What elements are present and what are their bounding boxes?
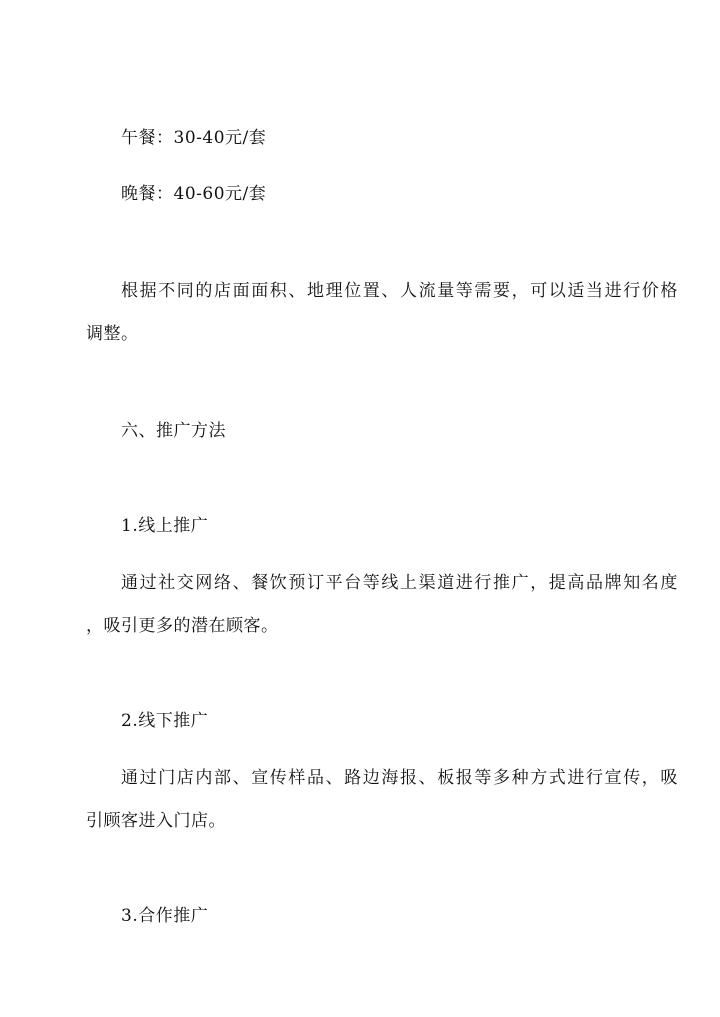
item-1-body-line-2: ，吸引更多的潜在顾客。 [86,616,279,636]
item-1-body-line-1: 通过社交网络、餐饮预订平台等线上渠道进行推广，提高品牌知名度 [121,573,679,593]
lunch-price-line: 午餐：30-40元/套 [121,128,267,148]
item-1-title: 1.线上推广 [121,516,209,536]
item-2-body-line-2: 引顾客进入门店。 [86,811,226,831]
item-2-title: 2.线下推广 [121,711,209,731]
item-3-title: 3.合作推广 [121,906,209,926]
price-note-line-2: 调整。 [86,324,139,344]
item-2-body-line-1: 通过门店内部、宣传样品、路边海报、板报等多种方式进行宣传，吸 [121,768,679,788]
section-six-heading: 六、推广方法 [121,421,226,441]
dinner-price-line: 晚餐：40-60元/套 [121,184,267,204]
price-note-line-1: 根据不同的店面面积、地理位置、人流量等需要，可以适当进行价格 [121,281,679,301]
